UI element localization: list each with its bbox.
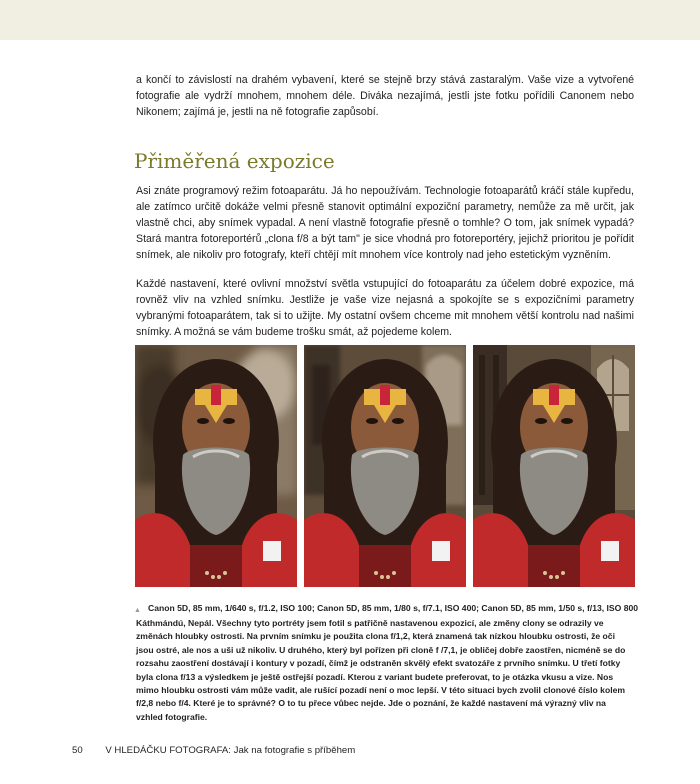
intro-paragraph: a končí to závislostí na drahém vybavení, které se stejně brzy stává zastaralým. Vaše vize a vytvořené fotografie ale vydrží mnohem, mnohem déle. Diváka nezajímá, jestli jste fotku pořídili Canonem nebo Nikonem; zajímá je, jestli na ně fotografie zapůsobí. bbox=[136, 74, 634, 118]
portrait-photo-f7-1 bbox=[304, 345, 466, 587]
body-paragraph-1: Asi znáte programový režim fotoaparátu. Já ho nepoužívám. Technologie fotoaparátů kráčí stále kupředu, ale zatímco určitě dokáže velmi přesně stanovit optimální expoziční parametry, nemůže za mě určit, jak vlastně chci, aby snímek vypadal. A není vlastně fotografie přesně o tomhle? O tom, jak snímek vypadá? Stará mantra fotoreportérů „clona f/8 a být tam" je sice vhodná pro fotoreportéry, jejichž prioritou je pořídit snímek, ale nikoliv pro fotografy, kteří chtějí mít mnohem více kontroly nad jeho estetickým vyzněním. bbox=[136, 185, 634, 261]
caption-text: Káthmándú, Nepál. Všechny tyto portréty jsem fotil s patřičně nastavenou expozicí, ale změny clony se odrazily ve změnách hloubky ostrosti. Na prvním snímku je použita clona f/1,2, která znamená tak nízkou hloubku ostrosti, že oči jsou ostré, ale nos a uši už nikoliv. U druhého, který byl pořízen při cloně f /7,1, je obličej dobře zaostřen, nicméně se do rozsahu zaostření dostávají i kontury v pozadí, čímž je odstraněn skvělý efekt svatozáře z prvního snímku. U třetí fotky byla clona f/13 a výsledkem je ještě ostřejší pozadí. Kterou z variant budete preferovat, to je otázka vkusu a vize. Nos mimo hloubku ostrosti vám může vadit, ale rušící pozadí není o moc lepší. V této situaci bych zvolil clonové číslo kolem f/2,8 nebo f/4. Které je to správné? O to tu přece vůbec nejde. Jde o poznání, že každé nastavení má výrazný vliv na vzhled fotografie. bbox=[136, 618, 626, 722]
portrait-photo-f13 bbox=[473, 345, 635, 587]
running-title: V HLEDÁČKU FOTOGRAFA: Jak na fotografie s příběhem bbox=[105, 745, 356, 756]
page-footer bbox=[72, 745, 355, 756]
body-paragraph-2: Každé nastavení, které ovlivní množství světla vstupující do fotoaparátu za účelem dobré expozice, má rovněž vliv na vzhled snímku. Jestliže je vaše vize nejasná a spokojíte se s expozičními parametry vybranými fotoaparátem, tak si to užijte. My ostatní ovšem chceme mit mnohem větší kontrolu nad našimi snímky. A možná se vám budeme trošku smát, až pojedeme kolem. bbox=[136, 278, 634, 338]
section-heading: Přiměřená expozice bbox=[134, 149, 335, 173]
top-band bbox=[0, 0, 700, 40]
page-number: 50 bbox=[72, 745, 83, 756]
portrait-photo-f1-2 bbox=[135, 345, 297, 587]
caption-marker-icon: ▲ bbox=[134, 607, 141, 614]
caption-exif: Canon 5D, 85 mm, 1/640 s, f/1.2, ISO 100; Canon 5D, 85 mm, 1/80 s, f/7.1, ISO 400; Canon 5D, 85 mm, 1/50 s, f/13, ISO 800 bbox=[148, 603, 639, 613]
